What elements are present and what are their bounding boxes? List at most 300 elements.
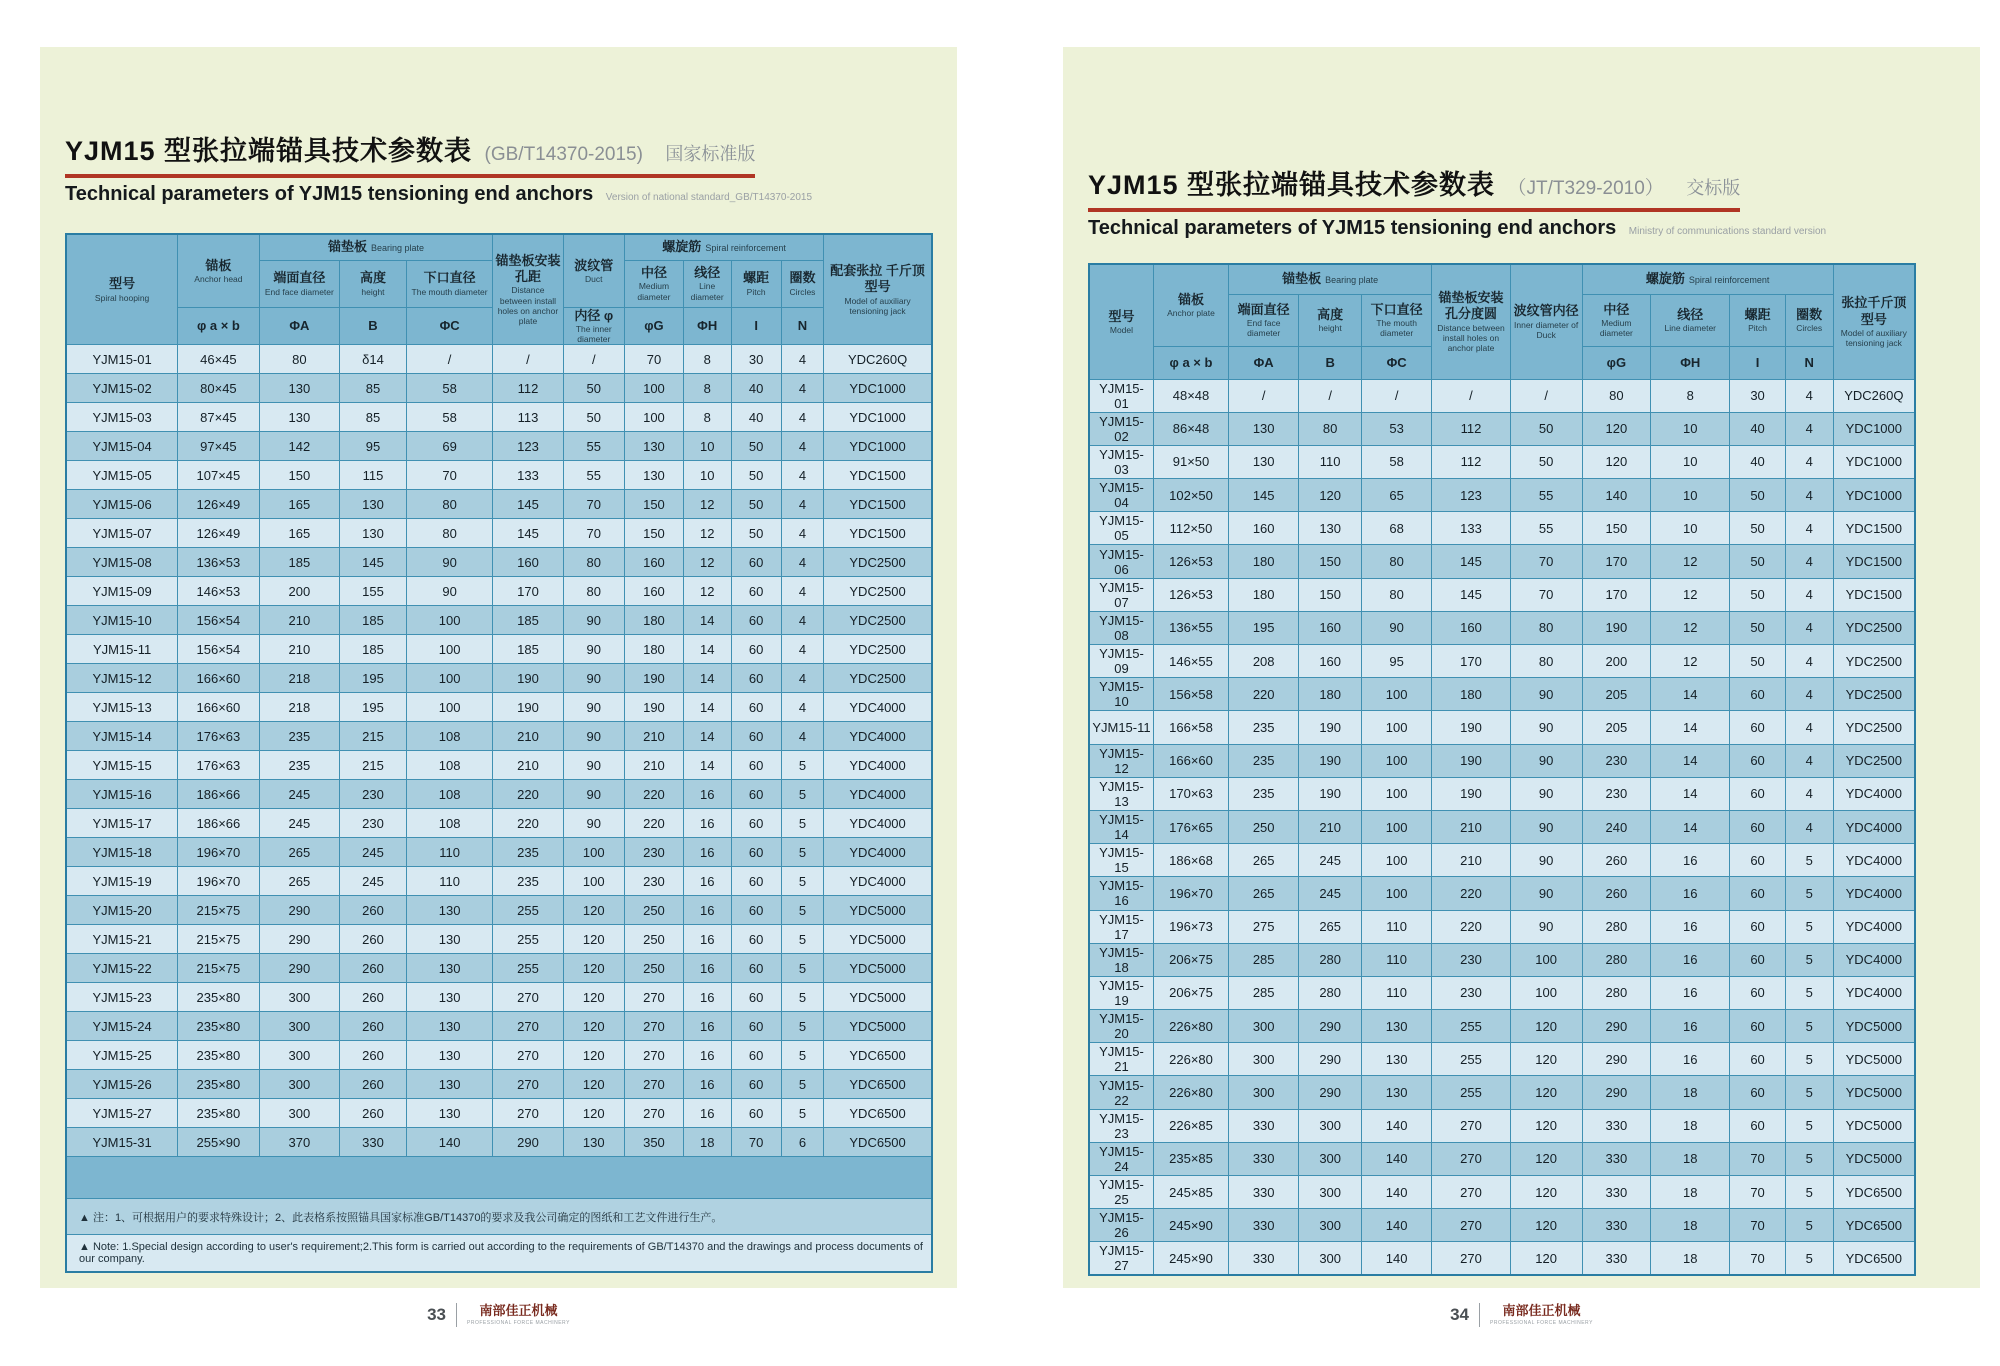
table-row [66,1012,932,1041]
table-row [1089,943,1915,976]
value-cell: 210 [625,722,684,751]
sym-height: B [340,307,407,345]
value-cell: 230 [1432,976,1510,1009]
footer-divider [456,1303,457,1327]
value-cell: 60 [731,838,781,867]
value-cell: 4 [781,345,823,374]
value-cell: 53 [1362,412,1432,445]
value-cell: 100 [1510,943,1582,976]
table-body [66,345,932,1157]
value-cell: 130 [340,490,407,519]
value-cell: 265 [259,838,340,867]
table-row [66,780,932,809]
value-cell: 5 [781,751,823,780]
value-cell: 58 [406,403,493,432]
table-row [66,664,932,693]
value-cell: 235×80 [178,1041,259,1070]
value-cell: 90 [406,548,493,577]
value-cell: 120 [563,896,624,925]
value-cell: 170 [1582,545,1651,578]
value-cell: 230 [625,867,684,896]
value-cell: 4 [781,693,823,722]
value-cell: 90 [563,780,624,809]
value-cell: 55 [1510,479,1582,512]
model-cell: YJM15-12 [66,664,178,693]
value-cell: / [1362,379,1432,412]
value-cell: 260 [340,925,407,954]
value-cell: 12 [683,519,731,548]
value-cell: 126×53 [1153,578,1228,611]
left-title-underline [65,129,755,178]
value-cell: 58 [406,374,493,403]
value-cell: 16 [1651,943,1730,976]
value-cell: 250 [625,896,684,925]
value-cell: 5 [1785,1109,1833,1142]
value-cell: 130 [1229,445,1299,478]
value-cell: 80 [1582,379,1651,412]
value-cell: 4 [1785,578,1833,611]
col-jack-header: 配套张拉 千斤顶型号 Model of auxiliary tensioning jack [824,234,932,345]
value-cell: 50 [1730,545,1785,578]
jack-model-cell: YDC5000 [1833,1076,1915,1109]
jack-model-cell: YDC4000 [824,722,932,751]
value-cell: 176×63 [178,722,259,751]
value-cell: 190 [1432,744,1510,777]
value-cell: 70 [1730,1176,1785,1209]
value-cell: 210 [1432,810,1510,843]
value-cell: 270 [625,1070,684,1099]
value-cell: 180 [1432,678,1510,711]
value-cell: 235×80 [178,1099,259,1128]
value-cell: 300 [1229,1043,1299,1076]
value-cell: 150 [1582,512,1651,545]
value-cell: 5 [1785,877,1833,910]
value-cell: 196×70 [1153,877,1228,910]
value-cell: 100 [1362,678,1432,711]
value-cell: 235 [259,751,340,780]
table-row [1089,910,1915,943]
value-cell: 260 [340,1041,407,1070]
table-body [1089,379,1915,1275]
value-cell: 145 [1229,479,1299,512]
company-logo: 南部佳正机械 PROFESSIONAL FORCE MACHINERY [467,1302,570,1327]
value-cell: 90 [563,606,624,635]
value-cell: 4 [1785,810,1833,843]
jack-model-cell: YDC1500 [824,490,932,519]
value-cell: 208 [1229,645,1299,678]
right-title-underline [1088,163,1740,212]
value-cell: 5 [1785,1142,1833,1175]
value-cell: 145 [340,548,407,577]
jack-model-cell: YDC2500 [1833,711,1915,744]
value-cell: 290 [1582,1010,1651,1043]
value-cell: 245 [1299,844,1362,877]
value-cell: 136×55 [1153,611,1228,644]
value-cell: 8 [683,345,731,374]
value-cell: 235 [1229,711,1299,744]
value-cell: 4 [1785,479,1833,512]
value-cell: 60 [1730,744,1785,777]
model-cell: YJM15-20 [66,896,178,925]
col-endface-header: 端面直径 End face diameter [1229,294,1299,346]
jack-model-cell: YDC5000 [1833,1109,1915,1142]
value-cell: 14 [1651,711,1730,744]
value-cell: 90 [1510,711,1582,744]
value-cell: 190 [1432,711,1510,744]
value-cell: 140 [1362,1109,1432,1142]
table-row [1089,877,1915,910]
jack-model-cell: YDC1000 [824,432,932,461]
model-cell: YJM15-23 [66,983,178,1012]
value-cell: 230 [340,809,407,838]
value-cell: 90 [563,635,624,664]
value-cell: 123 [1432,479,1510,512]
col-anchor-header: 锚板 Anchor plate [1153,264,1228,346]
value-cell: 270 [493,1099,563,1128]
value-cell: 270 [625,1099,684,1128]
value-cell: 12 [1651,645,1730,678]
value-cell: 215×75 [178,896,259,925]
table-row [1089,711,1915,744]
value-cell: 16 [1651,976,1730,1009]
value-cell: 275 [1229,910,1299,943]
table-row [66,345,932,374]
value-cell: 145 [493,490,563,519]
jack-model-cell: YDC260Q [1833,379,1915,412]
value-cell: 270 [493,1070,563,1099]
footer-left [40,1303,957,1327]
value-cell: 8 [683,403,731,432]
value-cell: 18 [1651,1242,1730,1275]
page-number: 34 [1450,1305,1469,1324]
jack-model-cell: YDC1000 [824,374,932,403]
value-cell: 146×53 [178,577,259,606]
parameters-table-communications [1088,263,1916,1276]
sym-circles: N [781,307,823,345]
value-cell: 80 [406,490,493,519]
table-row [1089,777,1915,810]
model-cell: YJM15-19 [1089,976,1153,1009]
value-cell: 130 [259,374,340,403]
value-cell: 255 [1432,1076,1510,1109]
value-cell: 10 [1651,479,1730,512]
model-cell: YJM15-31 [66,1128,178,1157]
value-cell: 60 [731,606,781,635]
value-cell: 120 [1582,445,1651,478]
value-cell: 230 [1582,744,1651,777]
sym-pitch: I [1730,346,1785,379]
sym-anchor: φ a × b [178,307,259,345]
model-cell: YJM15-26 [1089,1209,1153,1242]
value-cell: 190 [1299,711,1362,744]
value-cell: 60 [1730,943,1785,976]
value-cell: 70 [1510,578,1582,611]
jack-model-cell: YDC4000 [824,780,932,809]
jack-model-cell: YDC1000 [1833,445,1915,478]
value-cell: 80 [1299,412,1362,445]
value-cell: 4 [1785,711,1833,744]
group-spiral-reinforcement: 螺旋筋 Spiral reinforcement [625,234,824,260]
model-cell: YJM15-14 [1089,810,1153,843]
value-cell: 226×80 [1153,1010,1228,1043]
value-cell: 300 [259,983,340,1012]
value-cell: 255 [493,954,563,983]
table-row [1089,678,1915,711]
value-cell: 4 [1785,611,1833,644]
value-cell: 250 [625,925,684,954]
standard-code: （JT/T329-2010） [1507,178,1664,199]
value-cell: 205 [1582,678,1651,711]
sym-medium: φG [1582,346,1651,379]
jack-model-cell: YDC6500 [824,1128,932,1157]
value-cell: 87×45 [178,403,259,432]
value-cell: 195 [1229,611,1299,644]
jack-model-cell: YDC1500 [824,461,932,490]
jack-model-cell: YDC1000 [1833,412,1915,445]
value-cell: 180 [1229,578,1299,611]
value-cell: 180 [625,635,684,664]
model-cell: YJM15-27 [66,1099,178,1128]
model-cell: YJM15-01 [66,345,178,374]
value-cell: 16 [683,983,731,1012]
value-cell: 4 [1785,545,1833,578]
value-cell: 40 [1730,445,1785,478]
model-cell: YJM15-12 [1089,744,1153,777]
col-endface-header: 端面直径 End face diameter [259,260,340,307]
value-cell: 255 [1432,1010,1510,1043]
value-cell: 4 [1785,777,1833,810]
value-cell: 270 [625,983,684,1012]
value-cell: 100 [625,403,684,432]
value-cell: 120 [563,1012,624,1041]
value-cell: 280 [1582,910,1651,943]
value-cell: 107×45 [178,461,259,490]
value-cell: 260 [1582,844,1651,877]
value-cell: 235 [493,867,563,896]
value-cell: 255 [493,925,563,954]
value-cell: 12 [683,577,731,606]
value-cell: 245×85 [1153,1176,1228,1209]
value-cell: 170×63 [1153,777,1228,810]
value-cell: 14 [683,693,731,722]
value-cell: 215×75 [178,954,259,983]
value-cell: 165 [259,519,340,548]
value-cell: 4 [781,403,823,432]
value-cell: 16 [683,896,731,925]
value-cell: 90 [563,722,624,751]
model-cell: YJM15-13 [66,693,178,722]
value-cell: 14 [1651,744,1730,777]
value-cell: 280 [1299,976,1362,1009]
standard-version: 国家标准版 [665,144,756,164]
value-cell: 4 [1785,445,1833,478]
value-cell: 70 [1730,1242,1785,1275]
value-cell: 265 [1299,910,1362,943]
table-row [66,577,932,606]
value-cell: 195 [340,693,407,722]
right-title-block [1088,47,1955,240]
value-cell: 112 [1432,412,1510,445]
value-cell: 270 [625,1041,684,1070]
value-cell: 55 [563,432,624,461]
value-cell: 245×90 [1153,1209,1228,1242]
value-cell: 5 [1785,943,1833,976]
model-cell: YJM15-21 [1089,1043,1153,1076]
value-cell: 300 [1229,1076,1299,1109]
value-cell: 5 [781,809,823,838]
value-cell: 60 [1730,877,1785,910]
value-cell: 300 [259,1012,340,1041]
col-height-header: 高度 height [1299,294,1362,346]
value-cell: 4 [1785,379,1833,412]
value-cell: 290 [259,954,340,983]
value-cell: 130 [625,461,684,490]
value-cell: 102×50 [1153,479,1228,512]
value-cell: 130 [1362,1076,1432,1109]
value-cell: 50 [1730,512,1785,545]
value-cell: 130 [1299,512,1362,545]
value-cell: 126×49 [178,490,259,519]
col-distance-header: 锚垫板安装孔距 Distance between install holes on anchor plate [493,234,563,345]
value-cell: 108 [406,722,493,751]
value-cell: 120 [563,1070,624,1099]
value-cell: 18 [1651,1142,1730,1175]
value-cell: 4 [1785,744,1833,777]
value-cell: 130 [406,1012,493,1041]
value-cell: 210 [493,722,563,751]
value-cell: 130 [406,1041,493,1070]
value-cell: 260 [340,983,407,1012]
table-row [66,519,932,548]
value-cell: 5 [1785,1010,1833,1043]
value-cell: 160 [1299,645,1362,678]
value-cell: 185 [340,635,407,664]
model-cell: YJM15-02 [1089,412,1153,445]
value-cell: 330 [1229,1242,1299,1275]
jack-model-cell: YDC4000 [1833,810,1915,843]
model-cell: YJM15-23 [1089,1109,1153,1142]
model-cell: YJM15-10 [1089,678,1153,711]
model-cell: YJM15-24 [1089,1142,1153,1175]
value-cell: 18 [683,1128,731,1157]
value-cell: 4 [1785,512,1833,545]
value-cell: 90 [563,693,624,722]
value-cell: 133 [493,461,563,490]
model-cell: YJM15-25 [66,1041,178,1070]
jack-model-cell: YDC5000 [824,896,932,925]
value-cell: 90 [563,751,624,780]
value-cell: 186×66 [178,780,259,809]
value-cell: 280 [1299,943,1362,976]
value-cell: 5 [1785,1076,1833,1109]
value-cell: 370 [259,1128,340,1157]
value-cell: 90 [1510,744,1582,777]
model-cell: YJM15-13 [1089,777,1153,810]
value-cell: 16 [1651,1043,1730,1076]
value-cell: 120 [1510,1109,1582,1142]
value-cell: 4 [781,461,823,490]
value-cell: 120 [1510,1010,1582,1043]
table-row [1089,545,1915,578]
value-cell: 112 [493,374,563,403]
table-footer-notes [66,1157,932,1272]
value-cell: 140 [1362,1242,1432,1275]
value-cell: 5 [1785,1043,1833,1076]
value-cell: 290 [1299,1043,1362,1076]
col-duct-header: 波纹管 Duct [563,234,624,307]
value-cell: 18 [1651,1176,1730,1209]
model-cell: YJM15-10 [66,606,178,635]
group-spiral-reinforcement: 螺旋筋 Spiral reinforcement [1582,264,1833,294]
table-row [66,1070,932,1099]
value-cell: 110 [1362,943,1432,976]
model-cell: YJM15-18 [66,838,178,867]
jack-model-cell: YDC2500 [1833,611,1915,644]
value-cell: 4 [781,635,823,664]
table-row [66,432,932,461]
value-cell: 108 [406,809,493,838]
model-cell: YJM15-18 [1089,943,1153,976]
value-cell: 60 [731,809,781,838]
value-cell: 230 [1432,943,1510,976]
value-cell: / [1432,379,1510,412]
value-cell: 140 [406,1128,493,1157]
value-cell: 112 [1432,445,1510,478]
value-cell: 290 [493,1128,563,1157]
model-cell: YJM15-07 [66,519,178,548]
value-cell: 8 [1651,379,1730,412]
value-cell: 255 [493,896,563,925]
value-cell: 290 [259,925,340,954]
table-row [1089,1109,1915,1142]
value-cell: 230 [625,838,684,867]
jack-model-cell: YDC4000 [1833,976,1915,1009]
value-cell: 80 [1510,645,1582,678]
value-cell: 215 [340,722,407,751]
value-cell: 16 [683,1099,731,1128]
value-cell: 120 [1510,1242,1582,1275]
table-row [66,461,932,490]
value-cell: 145 [493,519,563,548]
value-cell: 5 [781,838,823,867]
value-cell: 190 [1299,744,1362,777]
value-cell: 290 [1582,1076,1651,1109]
value-cell: 4 [1785,412,1833,445]
value-cell: 185 [493,606,563,635]
value-cell: 260 [340,954,407,983]
value-cell: 5 [781,867,823,896]
model-cell: YJM15-07 [1089,578,1153,611]
sym-mouth: ΦC [406,307,493,345]
value-cell: 4 [781,432,823,461]
value-cell: 146×55 [1153,645,1228,678]
value-cell: 12 [1651,578,1730,611]
value-cell: 270 [1432,1142,1510,1175]
value-cell: / [563,345,624,374]
value-cell: 330 [1229,1176,1299,1209]
value-cell: 91×50 [1153,445,1228,478]
value-cell: 120 [563,983,624,1012]
table-row [1089,379,1915,412]
model-cell: YJM15-25 [1089,1176,1153,1209]
table-row [1089,844,1915,877]
page-subtitle-en: Technical parameters of YJM15 tensioning end anchors [65,183,594,205]
value-cell: 270 [1432,1109,1510,1142]
value-cell: 100 [1362,877,1432,910]
col-medium-header: 中径 Medium diameter [1582,294,1651,346]
value-cell: 255 [1432,1043,1510,1076]
table-row [66,1041,932,1070]
